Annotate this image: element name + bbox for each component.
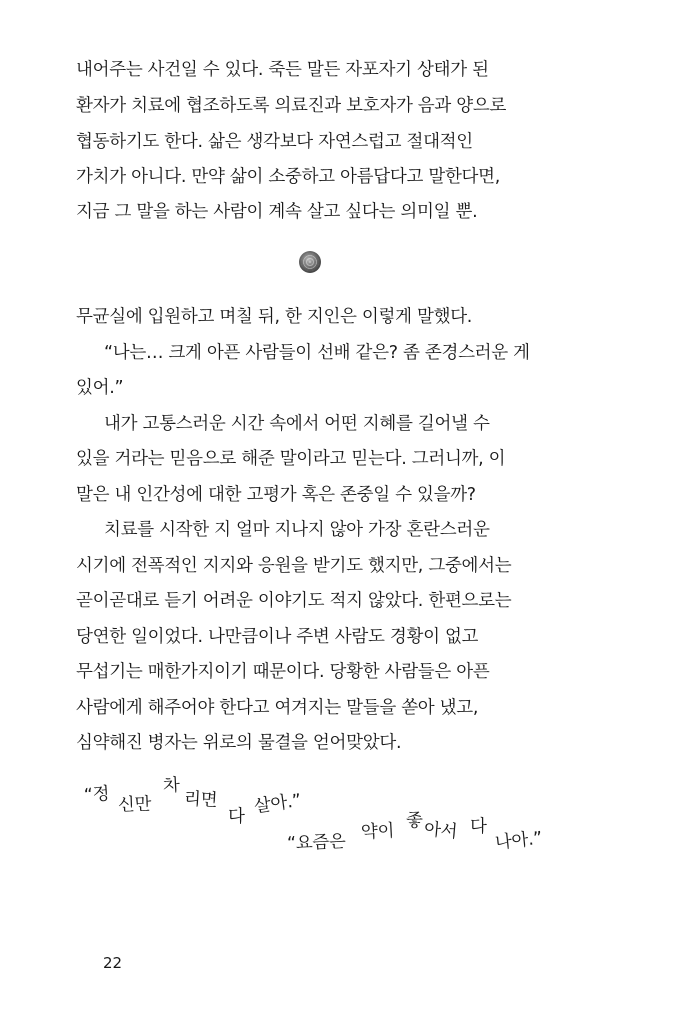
wavy-quote-fragment: “요즘은 xyxy=(286,831,346,855)
text-line: 지금 그 말을 하는 사람이 계속 살고 싶다는 의미일 뿐. xyxy=(76,202,478,222)
wavy-quote-fragment: 신만 xyxy=(117,794,152,816)
text-line: 협동하기도 한다. 삶은 생각보다 자연스럽고 절대적인 xyxy=(76,132,473,152)
page-number: 22 xyxy=(103,954,123,972)
text-line: 심약해진 병자는 위로의 물결을 얻어맞았다. xyxy=(76,733,402,753)
text-line: 있을 거라는 믿음으로 해준 말이라고 믿는다. 그러니까, 이 xyxy=(76,449,506,469)
text-line: 내가 고통스러운 시간 속에서 어떤 지혜를 길어낼 수 xyxy=(104,414,490,434)
wavy-quote-fragment: 차 xyxy=(162,775,181,797)
text-line: 무섭기는 매한가지이기 때문이다. 당황한 사람들은 아픈 xyxy=(76,662,490,682)
wavy-quote-fragment: 살아.” xyxy=(252,790,303,818)
wavy-quote-fragment: “정 xyxy=(83,784,111,806)
text-line: 시기에 전폭적인 지지와 응원을 받기도 했지만, 그중에서는 xyxy=(76,556,512,576)
text-line: 있어.” xyxy=(76,378,124,398)
text-line: 사람에게 해주어야 한다고 여겨지는 말들을 쏟아 냈고, xyxy=(76,698,479,718)
wavy-quote-fragment: 아서 xyxy=(423,819,459,843)
text-line: 말은 내 인간성에 대한 고평가 혹은 존중일 수 있을까? xyxy=(76,485,476,505)
wavy-quote-fragment: 리면 xyxy=(183,789,218,811)
text-line: 무균실에 입원하고 며칠 뒤, 한 지인은 이렇게 말했다. xyxy=(76,307,473,327)
wavy-quote-fragment: 다 xyxy=(228,807,245,827)
text-line: 곧이곧대로 듣기 어려운 이야기도 적지 않았다. 한편으로는 xyxy=(76,591,512,611)
text-line: 환자가 치료에 협조하도록 의료진과 보호자가 음과 양으로 xyxy=(76,96,507,116)
wavy-quote-fragment: 좋 xyxy=(406,811,423,831)
wavy-quote-fragment: 다 xyxy=(470,817,487,837)
text-line: 가치가 아니다. 만약 삶이 소중하고 아름답다고 말한다면, xyxy=(76,167,501,187)
wavy-quote-fragment: 약이 xyxy=(360,821,395,843)
text-line: 내어주는 사건일 수 있다. 죽든 말든 자포자기 상태가 된 xyxy=(76,60,489,80)
text-line: “나는… 크게 아픈 사람들이 선배 같은? 좀 존경스러운 게 xyxy=(104,343,530,363)
section-break-ornament-icon xyxy=(299,251,321,273)
text-line: 당연한 일이었다. 나만큼이나 주변 사람도 경황이 없고 xyxy=(76,627,479,647)
wavy-quote-fragment: 나아.” xyxy=(494,828,544,854)
text-line: 치료를 시작한 지 얼마 지나지 않아 가장 혼란스러운 xyxy=(104,520,490,540)
